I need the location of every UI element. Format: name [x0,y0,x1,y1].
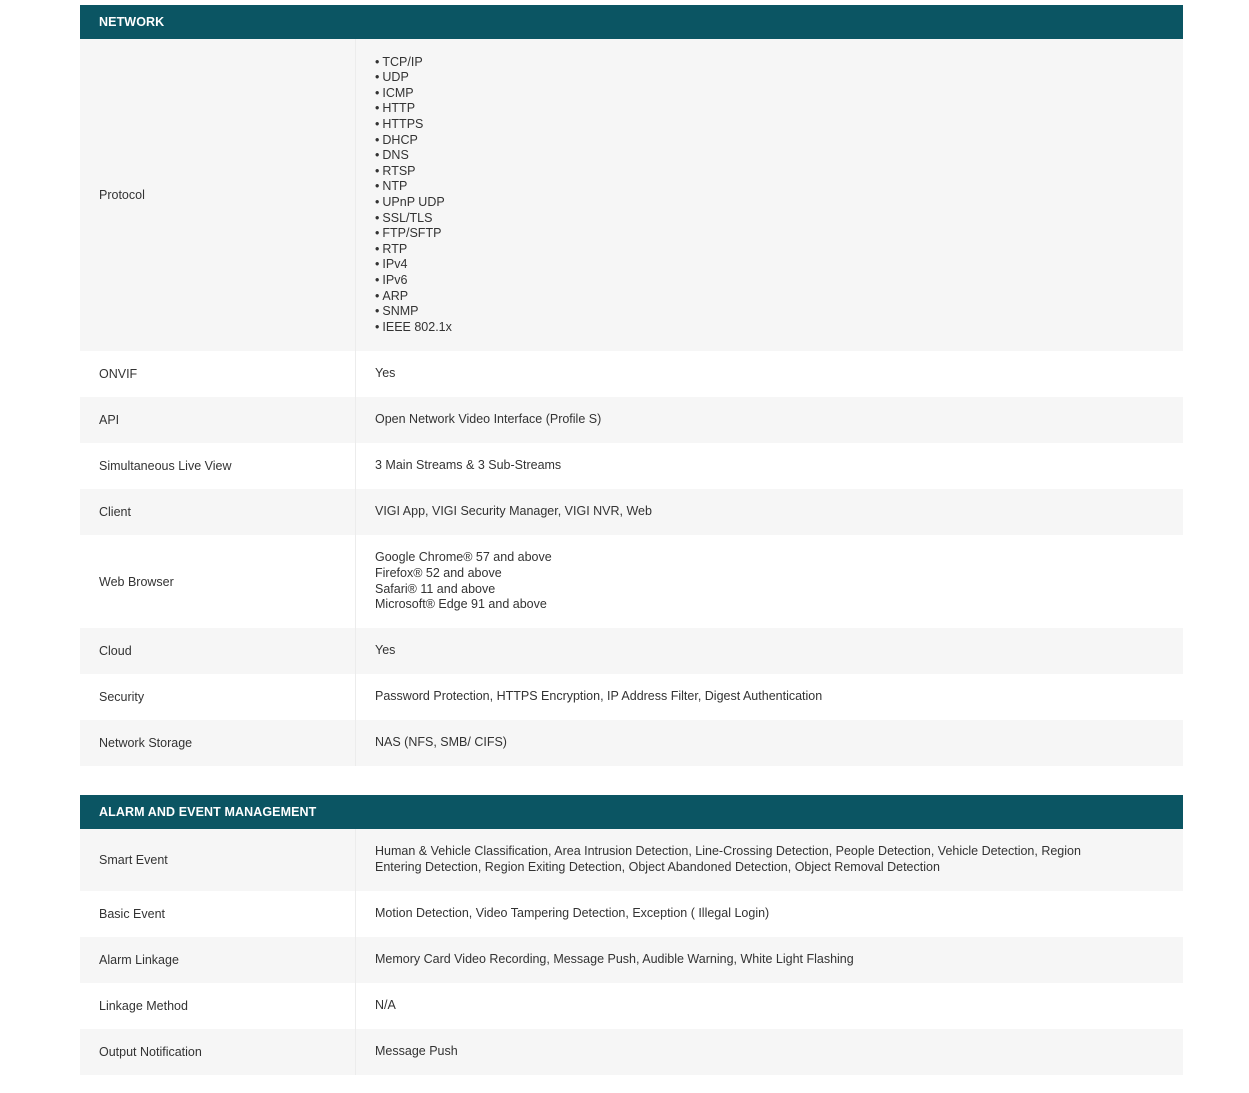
protocol-item: • UDP [375,70,452,86]
spec-value: N/A [375,998,396,1013]
spec-value: Yes [375,366,396,381]
spec-row-alarm-linkage [80,937,1183,983]
protocol-item: • HTTP [375,101,452,117]
spec-value: Human & Vehicle Classification, Area Intrusion Detection, Line-Crossing Detection, People Detection, Vehicle Detection, Region Entering Detection, Region Exiting Detection, Object Abandoned Detection, Object Removal Detection [375,844,1081,874]
spec-value [356,39,512,351]
protocol-item: • NTP [375,179,452,195]
browser-line: Firefox® 52 and above [375,565,502,580]
spec-label: Network Storage [80,720,356,766]
spec-row-api [80,397,1183,443]
browser-line: Google Chrome® 57 and above [375,550,552,565]
spec-row-smart-event [80,829,1183,891]
protocol-item: • IPv6 [375,273,452,289]
alarm-section [80,795,1183,1075]
protocol-item: • IPv4 [375,257,452,273]
spec-label: Client [80,489,356,535]
spec-row-basic-event [80,891,1183,937]
protocol-item: • SSL/TLS [375,211,452,227]
spec-row-security [80,674,1183,720]
spec-row-cloud [80,628,1183,674]
spec-label: Simultaneous Live View [80,443,356,489]
spec-value: Open Network Video Interface (Profile S) [375,412,602,427]
network-section [80,5,1183,766]
spec-value: Message Push [375,1044,458,1059]
spec-value: Motion Detection, Video Tampering Detection, Exception ( Illegal Login) [375,906,770,921]
protocol-item: • RTP [375,242,452,258]
section-header-network: NETWORK [80,5,1183,39]
spec-row-linkage-method [80,983,1183,1029]
section-header-alarm: ALARM AND EVENT MANAGEMENT [80,795,1183,829]
spec-value: Yes [375,643,396,658]
spec-label: Cloud [80,628,356,674]
spec-label: Web Browser [80,535,356,628]
spec-label: Protocol [80,39,356,351]
spec-label: Basic Event [80,891,356,937]
alarm-rows [80,829,1183,1075]
spec-value: NAS (NFS, SMB/ CIFS) [375,735,507,750]
spec-value: VIGI App, VIGI Security Manager, VIGI NVR, Web [375,504,652,519]
spec-value: 3 Main Streams & 3 Sub-Streams [375,458,562,473]
spec-label: API [80,397,356,443]
spec-row-live-view [80,443,1183,489]
spec-label: Alarm Linkage [80,937,356,983]
spec-row-web-browser [80,535,1183,628]
spec-row-onvif [80,351,1183,397]
spec-label: Linkage Method [80,983,356,1029]
protocol-list [375,55,452,336]
spec-row-output-notification [80,1029,1183,1075]
protocol-item: • RTSP [375,164,452,180]
protocol-item: • DHCP [375,133,452,149]
spec-value: Memory Card Video Recording, Message Push, Audible Warning, White Light Flashing [375,952,854,967]
spec-row-protocol [80,39,1183,351]
protocol-item: • DNS [375,148,452,164]
browser-line: Safari® 11 and above [375,581,496,596]
spec-row-network-storage [80,720,1183,766]
network-rows [80,39,1183,766]
protocol-item: • ARP [375,289,452,305]
spec-row-client [80,489,1183,535]
spec-value [356,535,612,628]
spec-label: ONVIF [80,351,356,397]
protocol-item: • FTP/SFTP [375,226,452,242]
protocol-item: • SNMP [375,304,452,320]
spec-label: Security [80,674,356,720]
spec-value: Password Protection, HTTPS Encryption, IP Address Filter, Digest Authentication [375,689,823,704]
spec-label: Output Notification [80,1029,356,1075]
spec-label: Smart Event [80,829,356,891]
protocol-item: • IEEE 802.1x [375,320,452,336]
protocol-item: • ICMP [375,86,452,102]
protocol-item: • UPnP UDP [375,195,452,211]
browser-line: Microsoft® Edge 91 and above [375,597,547,612]
protocol-item: • TCP/IP [375,55,452,71]
protocol-item: • HTTPS [375,117,452,133]
